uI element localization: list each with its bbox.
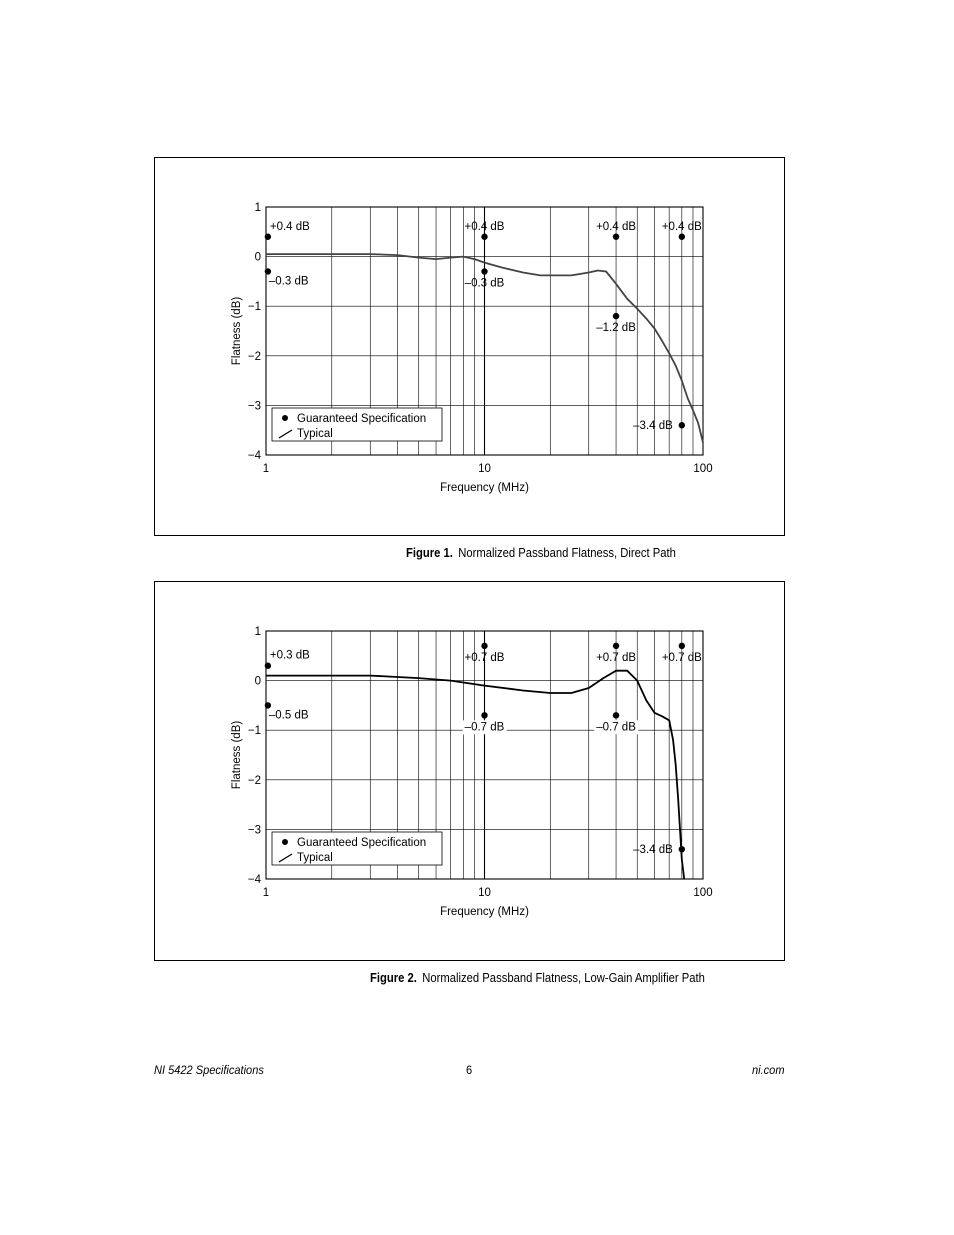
chart1-legend-dot-icon	[282, 415, 288, 421]
chart1-y-tick-label: 1	[254, 202, 261, 214]
chart1-data-label: +0.4 dB	[269, 220, 310, 233]
chart2-spec-point	[613, 643, 619, 649]
figure-2-caption-text: Normalized Passband Flatness, Low-Gain Amplifier Path	[422, 971, 705, 985]
chart2-data-label: +0.7 dB	[596, 651, 637, 664]
chart2-x-tick-label: 1	[262, 887, 270, 899]
chart2-y-tick-label: −2	[247, 774, 261, 787]
chart2-spec-point	[481, 712, 487, 718]
chart2-y-tick-label: 0	[254, 675, 261, 688]
chart1-y-axis-label: Flatness (dB)	[231, 296, 243, 366]
figure-1-caption-text: Normalized Passband Flatness, Direct Path	[458, 546, 676, 560]
chart2-y-axis-label: Flatness (dB)	[231, 720, 243, 790]
chart2-data-label: –3.4 dB	[633, 844, 673, 857]
footer-page-number: 6	[466, 1063, 473, 1077]
figure-1-caption	[406, 546, 676, 560]
chart2-y-tick-label: −1	[247, 725, 261, 738]
figure-2-chart	[155, 582, 786, 962]
chart1-y-tick-label: −2	[247, 350, 261, 363]
chart1-data-label: +0.4 dB	[464, 220, 505, 233]
footer-website: ni.com	[752, 1063, 785, 1077]
chart2-legend-dot-icon	[282, 839, 288, 845]
chart1-spec-point	[679, 234, 685, 240]
chart1-spec-point	[613, 234, 619, 240]
footer-document-title: NI 5422 Specifications	[154, 1063, 264, 1077]
chart1-data-label: –0.3 dB	[464, 277, 505, 290]
chart1-spec-point	[265, 234, 271, 240]
figure-1-frame	[154, 157, 785, 536]
chart2-x-tick-label: 10	[478, 887, 491, 899]
chart2-spec-point	[265, 702, 271, 708]
figure-1-label: Figure 1.	[406, 546, 453, 560]
chart2-spec-point	[679, 846, 685, 852]
chart2-legend-label: Guaranteed Specification	[297, 837, 427, 849]
chart2-x-tick-label: 100	[693, 887, 713, 899]
chart1-spec-point	[481, 268, 487, 274]
chart2-data-label: +0.7 dB	[661, 651, 702, 664]
chart2-y-tick-label: −3	[247, 824, 261, 837]
chart1-y-tick-label: −1	[247, 301, 261, 314]
chart1-y-tick-label: −3	[247, 400, 261, 413]
chart1-x-tick-label: 1	[262, 463, 270, 475]
chart1-legend-label: Guaranteed Specification	[297, 413, 427, 425]
figure-2-label: Figure 2.	[370, 971, 417, 985]
chart2-x-axis-label: Frequency (MHz)	[440, 906, 529, 918]
chart1-spec-point	[679, 422, 685, 428]
chart2-spec-point	[265, 663, 271, 669]
chart2-y-tick-label: −4	[247, 874, 261, 886]
chart1-data-label: –0.3 dB	[268, 275, 309, 288]
chart1-spec-point	[481, 234, 487, 240]
chart2-spec-point	[679, 643, 685, 649]
chart1-x-tick-label: 100	[693, 463, 713, 475]
chart1-spec-point	[613, 313, 619, 319]
chart2-data-label: +0.7 dB	[464, 651, 505, 664]
chart2-spec-point	[481, 643, 487, 649]
chart1-y-tick-label: −4	[247, 450, 261, 462]
chart1-data-label: –1.2 dB	[596, 322, 636, 335]
chart1-y-tick-label: 0	[254, 251, 261, 264]
chart1-data-label: –3.4 dB	[633, 420, 673, 433]
chart2-data-label: –0.5 dB	[268, 709, 309, 722]
figure-1-chart	[155, 158, 786, 537]
chart1-data-label: +0.4 dB	[596, 220, 637, 233]
chart1-spec-point	[265, 268, 271, 274]
chart1-legend-label: Typical	[297, 428, 333, 440]
chart2-legend-label: Typical	[297, 852, 333, 864]
chart1-data-label: +0.4 dB	[661, 220, 702, 233]
chart2-data-label: +0.3 dB	[269, 649, 310, 662]
figure-2-caption	[370, 971, 705, 985]
chart2-spec-point	[613, 712, 619, 718]
chart2-y-tick-label: 1	[254, 626, 261, 638]
figure-2-frame	[154, 581, 785, 961]
chart1-x-axis-label: Frequency (MHz)	[440, 482, 529, 494]
chart2-data-label: –0.7 dB	[464, 721, 505, 734]
chart2-data-label: –0.7 dB	[596, 721, 636, 734]
chart1-x-tick-label: 10	[478, 463, 491, 475]
